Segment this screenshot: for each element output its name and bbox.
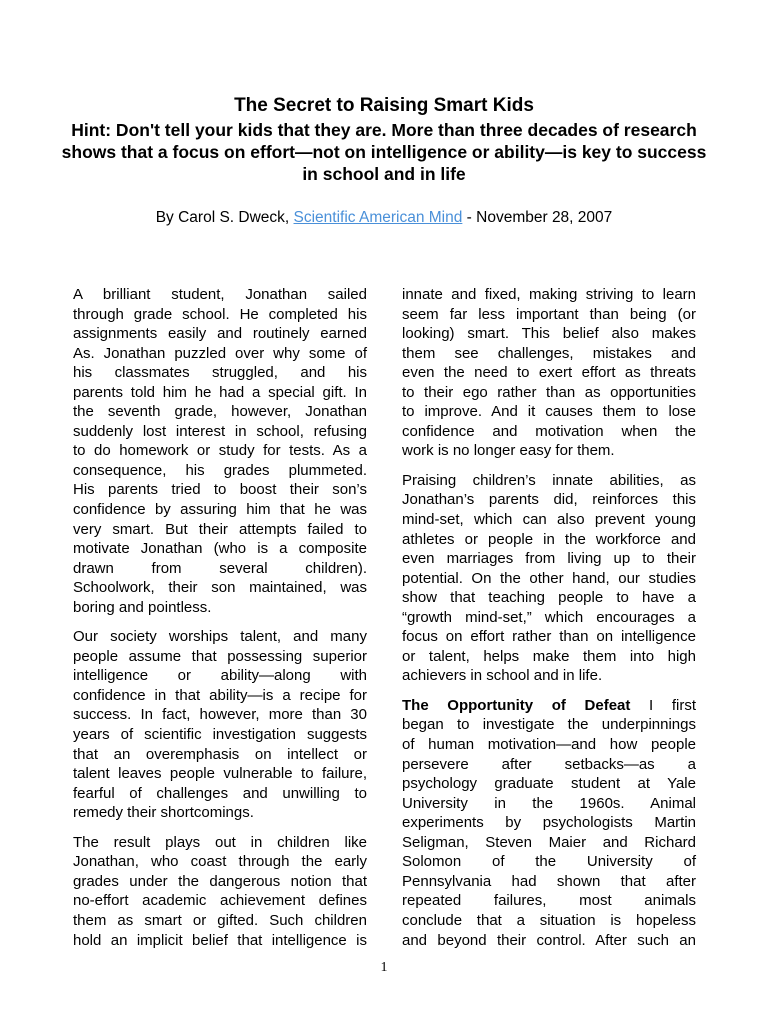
text-line: grades under the dangerous notion that [73, 872, 367, 890]
paragraph [402, 471, 696, 686]
text-line: parents told him he had a special gift. In [73, 383, 367, 401]
byline [40, 208, 728, 228]
text-line: The result plays out in children like [73, 833, 367, 851]
text-line [402, 696, 696, 716]
text-line: to improve. And it causes them to lose [402, 403, 696, 421]
text-line: Praising children’s innate abilities, as [402, 471, 696, 489]
text-line: people assume that possessing superior [73, 647, 367, 665]
text-line: Solomon of the University of [402, 853, 696, 871]
text-line: “growth mind-set,” which encourages a [402, 608, 696, 626]
text-line: athletes or people in the workforce and [402, 530, 696, 548]
text-line: repeated failures, most animals [402, 892, 696, 910]
text-line: Our society worships talent, and many [73, 628, 367, 646]
text-line: suddenly lost interest in school, refusing [73, 422, 367, 440]
right-column [402, 285, 696, 960]
paragraph [73, 833, 367, 950]
byline-date: - November 28, 2007 [462, 209, 613, 226]
text-line: and beyond their control. After such an [402, 931, 696, 949]
text-line: even the need to exert effort as threats [402, 364, 696, 382]
text-line: success. In fact, however, more than 30 [73, 706, 367, 724]
text-line: University in the 1960s. Animal [402, 794, 696, 812]
text-line: Jonathan, who coast through the early [73, 853, 367, 871]
text-line: talent leaves people vulnerable to failure, [73, 765, 367, 783]
text-line: or talent, helps make them into high [402, 647, 696, 665]
text-line: conclude that a situation is hopeless [402, 911, 696, 929]
text-line: them see challenges, mistakes and [402, 344, 696, 362]
text-line: As. Jonathan puzzled over why some of [73, 344, 367, 362]
text-line: them as smart or gifted. Such children [73, 911, 367, 929]
text-line: Jonathan’s parents did, reinforces this [402, 491, 696, 509]
text-line: psychology graduate student at Yale [402, 775, 696, 793]
text-line: looking) smart. This belief also makes [402, 325, 696, 343]
publication-link[interactable]: Scientific American Mind [293, 209, 463, 226]
text-line: focus on effort rather than on intelligence [402, 628, 696, 646]
byline-author: By Carol S. Dweck, [155, 209, 294, 226]
article-title: The Secret to Raising Smart Kids [234, 95, 534, 116]
text-line: very smart. But their attempts failed to [73, 520, 367, 538]
text-line: seem far less important than being (or [402, 305, 696, 323]
text-line: Pennsylvania had shown that after [402, 872, 696, 890]
text-line: confidence and motivation when the [402, 422, 696, 440]
text-line: his classmates struggled, and his [73, 364, 367, 382]
text-line: drawn from several children). [73, 559, 367, 577]
paragraph-with-heading [402, 696, 696, 950]
text-line: through grade school. He completed his [73, 305, 367, 323]
text-line: to their ego rather than as opportunities [402, 383, 696, 401]
text-line: achievers in school and in life. [402, 667, 603, 685]
text-line: even marriages from living up to their [402, 550, 696, 568]
text-line: consequence, his grades plummeted. [73, 461, 367, 479]
text-line: intelligence or ability—along with [73, 667, 367, 685]
text-line: work is no longer easy for them. [402, 442, 615, 460]
text-line: began to investigate the underpinnings [402, 716, 696, 734]
paragraph [402, 285, 696, 461]
text-line: Schoolwork, their son maintained, was [73, 579, 367, 597]
text-line: show that teaching people to have a [402, 589, 696, 607]
text-line: years of scientific investigation suggests [73, 726, 367, 744]
text-line: assignments easily and routinely earned [73, 325, 367, 343]
text-line: to do homework or study for tests. As a [73, 442, 367, 460]
text-line: His parents tried to boost their son’s [73, 481, 367, 499]
text-line: potential. On the other hand, our studies [402, 569, 696, 587]
page-number: 1 [380, 960, 388, 975]
text-line: no-effort academic achievement defines [73, 892, 367, 910]
section-heading: The Opportunity of Defeat [402, 696, 631, 714]
paragraph-lines [402, 715, 696, 950]
text-line: motivate Jonathan (who is a composite [73, 540, 367, 558]
text-line: remedy their shortcomings. [73, 804, 254, 822]
paragraph [73, 285, 367, 617]
text-line: hold an implicit belief that intelligence is [73, 931, 367, 949]
text-line: confidence by assuring him that he was [73, 501, 367, 519]
text-line: that an overemphasis on intellect or [73, 745, 367, 763]
text-line: confidence in that ability—is a recipe for [73, 686, 367, 704]
text-line: of human motivation—and how people [402, 736, 696, 754]
left-column [73, 285, 367, 960]
text-line: Seligman, Steven Maier and Richard [402, 833, 696, 851]
text-line: innate and fixed, making striving to learn [402, 286, 696, 303]
text-line: persevere after setbacks—as a [402, 755, 696, 773]
text-line: boring and pointless. [73, 598, 212, 616]
text-line: fearful of challenges and unwilling to [73, 784, 367, 802]
text-line: A brilliant student, Jonathan sailed [73, 286, 367, 303]
text-line: experiments by psychologists Martin [402, 814, 696, 832]
text-line-rest: I first [630, 696, 697, 714]
text-line: mind-set, which can also prevent young [402, 511, 696, 529]
paragraph [73, 627, 367, 822]
text-line: the seventh grade, however, Jonathan [73, 403, 367, 421]
article-subtitle: Hint: Don't tell your kids that they are. More than three decades of research shows that a focus on effort—not on intelligence or ability—is key to success in school and in life [61, 120, 707, 184]
